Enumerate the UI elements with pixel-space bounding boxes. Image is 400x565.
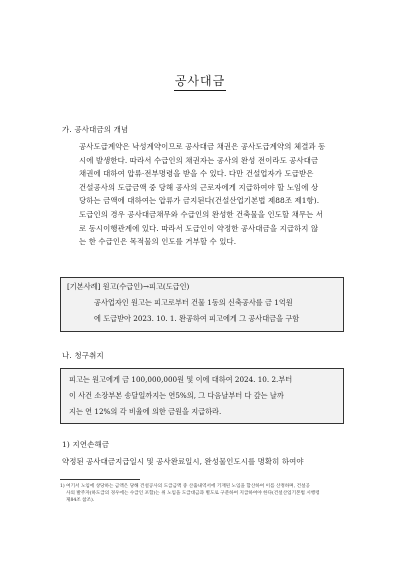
footnote-line: 1) 여기서 노임에 상당하는 금액은 당해 건설공사의 도급금액 중 산출내역서에 기재된 노임을 합산하여 이를 산정하며, 건설공 bbox=[60, 484, 310, 489]
subsection-1-paragraph bbox=[62, 455, 344, 469]
footnote bbox=[60, 483, 345, 505]
claim-box-line: 지는 연 12%의 각 비율에 의한 금원을 지급하라. bbox=[69, 407, 222, 416]
section-na-heading: 나. 청구취지 bbox=[62, 351, 104, 360]
paragraph-line: 당하는 금액에 대하여는 압류가 금지된다(건설산업기본법 제88조 제1항). bbox=[79, 196, 320, 206]
claim-box bbox=[60, 368, 344, 424]
paragraph-line: 채권에 대하여 압류·전부명령을 받을 수 있다. 다만 건설업자가 도급받은 bbox=[79, 169, 314, 179]
case-box-line: 공사업자인 원고는 피고로부터 건물 1동의 신축공사를 금 1억원 bbox=[94, 298, 293, 307]
paragraph-line: 도급인의 경우 공사대금채무와 수급인의 완성한 건축물을 인도할 채무는 서 bbox=[79, 209, 324, 219]
claim-box-line: 이 사건 소장부본 송달일까지는 연5%의, 그 다음날부터 다 갚는 날까 bbox=[69, 391, 284, 400]
claim-box-line: 피고는 원고에게 금 100,000,000원 및 이에 대하여 2024. 10. 2.부터 bbox=[69, 375, 293, 384]
paragraph-line: 로 동시이행관계에 있다. 따라서 도급인이 약정한 공사대금을 지급하지 않 bbox=[79, 223, 319, 233]
case-box bbox=[60, 277, 344, 332]
section-ga-heading: 가. 공사대금의 개념 bbox=[62, 125, 129, 134]
section-ga-paragraph bbox=[79, 140, 341, 249]
footnote-line: 제84조 참조). bbox=[66, 498, 95, 504]
paragraph-line: 공사도급계약은 낙성계약이므로 공사대금 채권은 공사도급계약의 체결과 동 bbox=[79, 142, 326, 151]
title-underline bbox=[174, 90, 226, 91]
footnote-rule bbox=[60, 479, 140, 480]
paragraph-line: 는 한 수급인은 목적물의 인도를 거부할 수 있다. bbox=[79, 237, 237, 247]
page-title: 공사대금 bbox=[174, 74, 226, 88]
case-box-line: 에 도급받아 2023. 10. 1. 완공하여 피고에게 그 공사대금을 구함 bbox=[94, 314, 300, 323]
paragraph-line: 건설공사의 도급금액 중 당해 공사의 근로자에게 지급하여야 할 노임에 상 bbox=[79, 182, 319, 192]
paragraph-line: 약정된 공사대금지급일시 및 공사완료일시, 완성물인도시를 명확히 하여야 bbox=[62, 457, 304, 466]
case-box-title: [기본사례] 원고(수급인)→피고(도급인) bbox=[67, 282, 190, 291]
footnote-line: 사의 발주자(하도급의 경우에는 수급인 포함)는 위 노임을 도급대금과 별도로 구분하여 지급하여야 한다(건설산업기본법 시행령 bbox=[66, 491, 320, 497]
subsection-1-heading: 1) 지연손해금 bbox=[62, 440, 110, 449]
paragraph-line: 시에 발생한다. 따라서 수급인의 채권자는 공사의 완성 전이라도 공사대금 bbox=[79, 155, 319, 165]
